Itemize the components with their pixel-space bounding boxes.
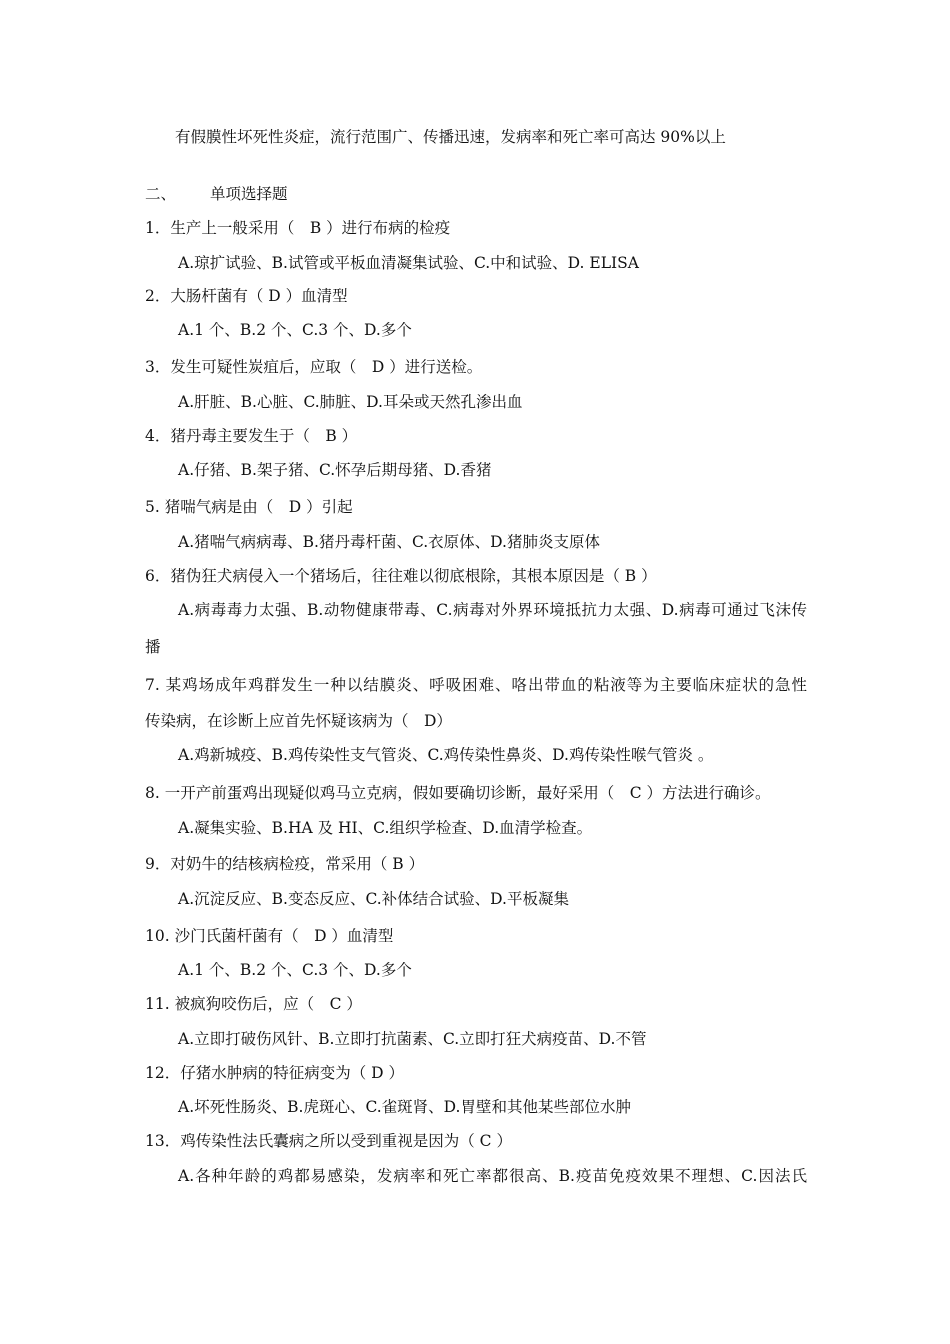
question-11: 11. 被疯狗咬伤后，应（ C ）: [145, 995, 362, 1013]
question-6: 6．猪伪狂犬病侵入一个猪场后，往往难以彻底根除，其根本原因是（ B ）: [145, 567, 657, 585]
options-13: A.各种年龄的鸡都易感染，发病率和死亡率都很高、B.疫苗免疫效果不理想、C.因法氏: [178, 1167, 807, 1185]
question-13: 13．鸡传染性法氏囊病之所以受到重视是因为（ C ）: [145, 1132, 512, 1150]
options-12: A.坏死性肠炎、B.虎斑心、C.雀斑肾、D.胃壁和其他某些部位水肿: [178, 1098, 631, 1116]
section-title: 单项选择题: [210, 185, 288, 203]
question-8: 8. 一开产前蛋鸡出现疑似鸡马立克病，假如要确切诊断，最好采用（ C ）方法进行确诊。: [145, 784, 771, 802]
intro-line: 有假膜性坏死性炎症，流行范围广、传播迅速，发病率和死亡率可高达 90%以上: [175, 128, 726, 146]
question-5: 5. 猪喘气病是由（ D ）引起: [145, 498, 353, 516]
options-4: A.仔猪、B.架子猪、C.怀孕后期母猪、D.香猪: [178, 461, 492, 479]
options-3: A.肝脏、B.心脏、C.肺脏、D.耳朵或天然孔渗出血: [178, 393, 523, 411]
options-7: A.鸡新城疫、B.鸡传染性支气管炎、C.鸡传染性鼻炎、D.鸡传染性喉气管炎 。: [178, 746, 714, 764]
question-10: 10. 沙门氏菌杆菌有（ D ）血清型: [145, 927, 394, 945]
question-2: 2．大肠杆菌有（ D ）血清型: [145, 287, 348, 305]
options-5: A.猪喘气病病毒、B.猪丹毒杆菌、C.衣原体、D.猪肺炎支原体: [178, 533, 600, 551]
question-12: 12．仔猪水肿病的特征病变为（ D ）: [145, 1064, 405, 1082]
options-9: A.沉淀反应、B.变态反应、C.补体结合试验、D.平板凝集: [178, 890, 569, 908]
options-6: A.病毒毒力太强、B.动物健康带毒、C.病毒对外界环境抵抗力太强、D.病毒可通过飞沫传: [178, 601, 807, 619]
options-11: A.立即打破伤风针、B.立即打抗菌素、C.立即打狂犬病疫苗、D.不管: [178, 1030, 647, 1048]
options-2: A.1 个、B.2 个、C.3 个、D.多个: [178, 321, 412, 339]
options-8: A.凝集实验、B.HA 及 HI、C.组织学检查、D.血清学检查。: [178, 819, 593, 837]
options-1: A.琼扩试验、B.试管或平板血清凝集试验、C.中和试验、D. ELISA: [178, 254, 639, 272]
question-1: 1．生产上一般采用（ B ）进行布病的检疫: [145, 219, 451, 237]
section-number: 二、: [145, 185, 177, 203]
question-4: 4．猪丹毒主要发生于（ B ）: [145, 427, 358, 445]
question-9: 9．对奶牛的结核病检疫，常采用（ B ）: [145, 855, 425, 873]
options-6-continued: 播: [145, 638, 161, 656]
options-10: A.1 个、B.2 个、C.3 个、D.多个: [178, 961, 412, 979]
question-7: 7. 某鸡场成年鸡群发生一种以结膜炎、呼吸困难、咯出带血的粘液等为主要临床症状的急性: [145, 676, 807, 694]
question-7-continued: 传染病，在诊断上应首先怀疑该病为（ D）: [145, 712, 452, 730]
question-3: 3．发生可疑性炭疽后，应取（ D ）进行送检。: [145, 358, 483, 376]
